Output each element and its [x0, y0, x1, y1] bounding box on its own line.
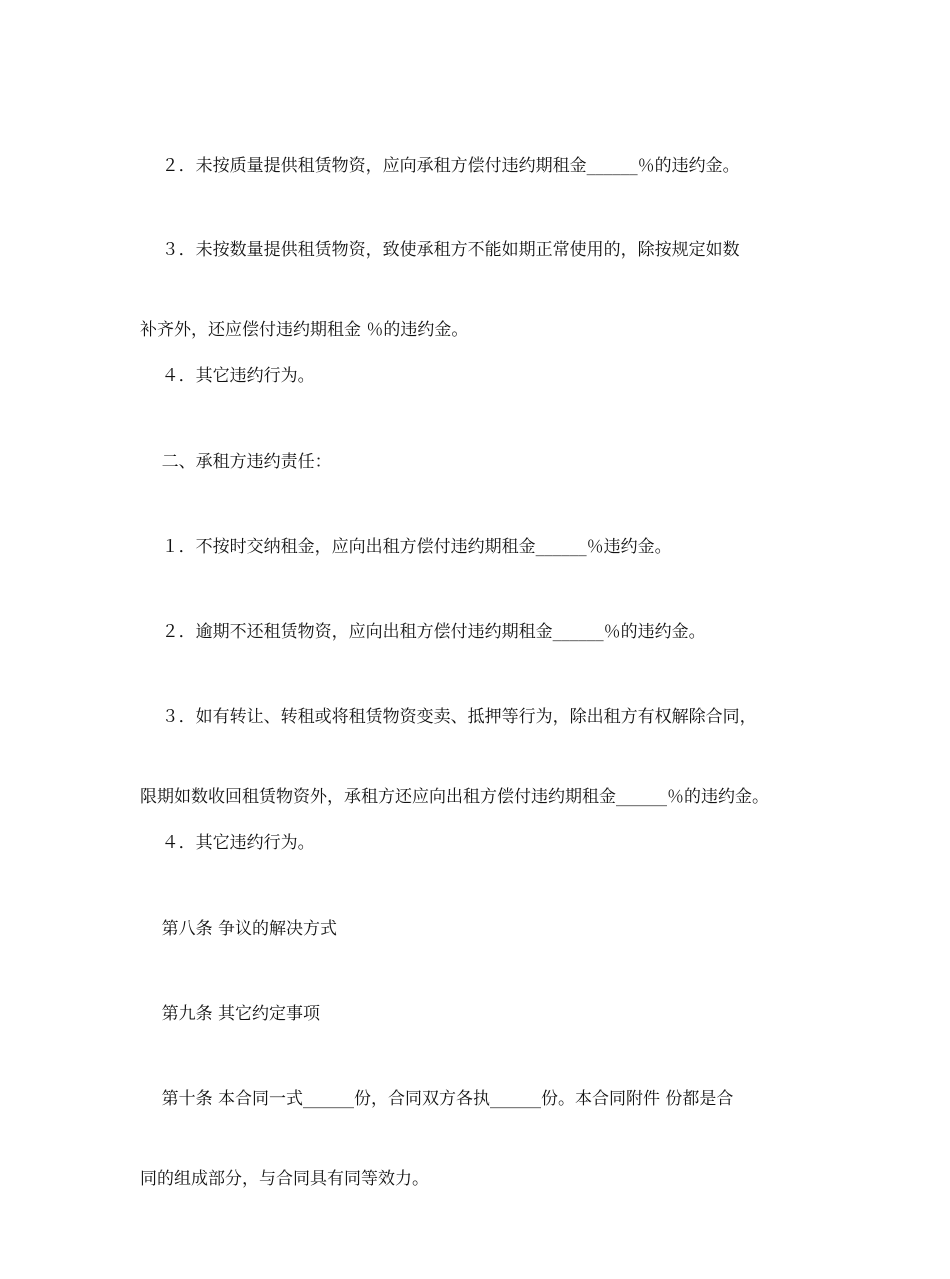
paragraph-line: 第十条 本合同一式______份，合同双方各执______份。本合同附件 份都是合 [161, 1089, 734, 1109]
article-ten-paragraph [140, 1039, 840, 1279]
paragraph-line: 限期如数收回租赁物资外，承租方还应向出租方偿付违约期租金______％的违约金。 [140, 787, 769, 807]
paragraph-line: ２．逾期不还租赁物资，应向出租方偿付违约期租金______％的违约金。 [161, 622, 706, 642]
paragraph-line: １．不按时交纳租金，应向出租方偿付违约期租金______％违约金。 [161, 537, 672, 557]
paragraph-line: 第八条 争议的解决方式 [161, 919, 338, 939]
paragraph-line: ４．其它违约行为。 [161, 366, 315, 386]
paragraph-line: 同的组成部分，与合同具有同等效力。 [140, 1169, 429, 1189]
paragraph-line: ４．其它违约行为。 [161, 833, 315, 853]
paragraph-line: ３．如有转让、转租或将租赁物资变卖、抵押等行为，除出租方有权解除合同， [161, 707, 757, 727]
paragraph-line: 补齐外，还应偿付违约期租金 ％的违约金。 [140, 320, 469, 340]
paragraph-line: ２．未按质量提供租赁物资，应向承租方偿付违约期租金______％的违约金。 [161, 156, 740, 176]
paragraph-line: ３．未按数量提供租赁物资，致使承租方不能如期正常使用的，除按规定如数 [161, 240, 740, 260]
paragraph-line: 二、承租方违约责任： [161, 452, 332, 472]
paragraph-line: 第九条 其它约定事项 [161, 1004, 321, 1024]
